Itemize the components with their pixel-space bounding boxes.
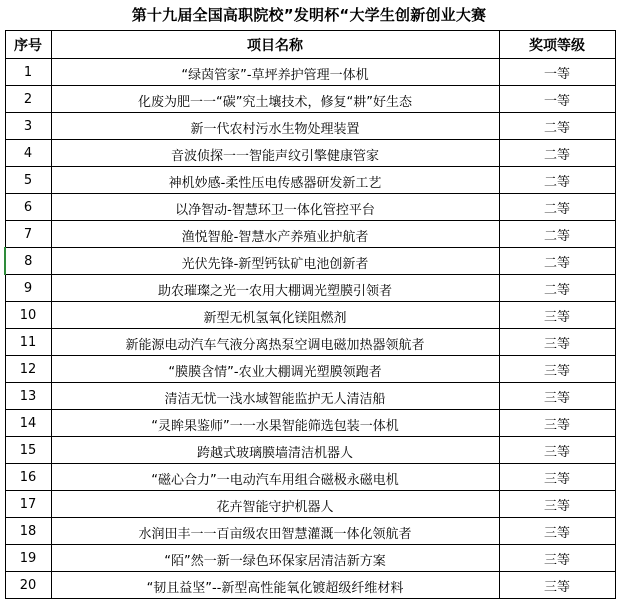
row-award-level: 一等 bbox=[499, 86, 615, 113]
table-row bbox=[5, 383, 615, 410]
table-row bbox=[5, 356, 615, 383]
row-award-level: 二等 bbox=[499, 221, 615, 248]
row-index: 17 bbox=[5, 491, 51, 518]
row-award-level: 三等 bbox=[499, 491, 615, 518]
row-project-name: 渔悦智舱-智慧水产养殖业护航者 bbox=[51, 221, 499, 248]
table-header-row bbox=[5, 31, 615, 59]
row-award-level: 三等 bbox=[499, 383, 615, 410]
row-award-level: 二等 bbox=[499, 113, 615, 140]
row-index: 1 bbox=[5, 59, 51, 86]
row-project-name: 音波侦探一一智能声纹引擎健康管家 bbox=[51, 140, 499, 167]
table-row bbox=[5, 464, 615, 491]
row-project-name: “磁心合力”一电动汽车用组合磁极永磁电机 bbox=[51, 464, 499, 491]
table-row bbox=[5, 113, 615, 140]
row-index: 4 bbox=[5, 140, 51, 167]
row-project-name: 神机妙感-柔性压电传感器研发新工艺 bbox=[51, 167, 499, 194]
row-index: 2 bbox=[5, 86, 51, 113]
row-project-name: 新一代农村污水生物处理装置 bbox=[51, 113, 499, 140]
table-row bbox=[5, 491, 615, 518]
row-award-level: 一等 bbox=[499, 59, 615, 86]
row-project-name: 水润田丰一一百亩级农田智慧灌溉一体化领航者 bbox=[51, 518, 499, 545]
row-project-name: “绿茵管家”-草坪养护管理一体机 bbox=[51, 59, 499, 86]
row-project-name: 花卉智能守护机器人 bbox=[51, 491, 499, 518]
row-index: 10 bbox=[5, 302, 51, 329]
row-index: 12 bbox=[5, 356, 51, 383]
table-row bbox=[5, 572, 615, 599]
row-index: 20 bbox=[5, 572, 51, 599]
header-award-level: 奖项等级 bbox=[499, 31, 615, 59]
row-index: 14 bbox=[5, 410, 51, 437]
row-project-name: “陌”然一新一绿色环保家居清洁新方案 bbox=[51, 545, 499, 572]
table-row bbox=[5, 167, 615, 194]
table-row bbox=[5, 194, 615, 221]
header-project-name: 项目名称 bbox=[51, 31, 499, 59]
table-row bbox=[5, 329, 615, 356]
row-award-level: 三等 bbox=[499, 302, 615, 329]
document-title: 第十九届全国高职院校”发明杯“大学生创新创业大赛 bbox=[131, 6, 487, 24]
table-row bbox=[5, 221, 615, 248]
table-row bbox=[5, 518, 615, 545]
table-row bbox=[5, 248, 615, 275]
row-project-name: 新型无机氢氧化镁阻燃剂 bbox=[51, 302, 499, 329]
row-index: 3 bbox=[5, 113, 51, 140]
row-award-level: 二等 bbox=[499, 167, 615, 194]
table-row bbox=[5, 140, 615, 167]
table-row bbox=[5, 86, 615, 113]
row-index: 8 bbox=[5, 248, 51, 275]
row-award-level: 三等 bbox=[499, 329, 615, 356]
row-index: 15 bbox=[5, 437, 51, 464]
row-award-level: 二等 bbox=[499, 248, 615, 275]
row-project-name: 跨越式玻璃膜墙清洁机器人 bbox=[51, 437, 499, 464]
table-body bbox=[5, 59, 615, 599]
row-award-level: 三等 bbox=[499, 437, 615, 464]
table-row bbox=[5, 275, 615, 302]
table-row bbox=[5, 545, 615, 572]
table-row bbox=[5, 437, 615, 464]
row-index: 18 bbox=[5, 518, 51, 545]
row-award-level: 三等 bbox=[499, 518, 615, 545]
row-award-level: 三等 bbox=[499, 410, 615, 437]
row-project-name: 助农璀璨之光一农用大棚调光塑膜引领者 bbox=[51, 275, 499, 302]
row-index: 16 bbox=[5, 464, 51, 491]
table-row bbox=[5, 302, 615, 329]
row-project-name: “膜膜含情”-农业大棚调光塑膜领跑者 bbox=[51, 356, 499, 383]
row-award-level: 三等 bbox=[499, 464, 615, 491]
header-index: 序号 bbox=[5, 31, 51, 59]
row-award-level: 三等 bbox=[499, 572, 615, 599]
row-index: 19 bbox=[5, 545, 51, 572]
row-index: 11 bbox=[5, 329, 51, 356]
row-index: 7 bbox=[5, 221, 51, 248]
row-award-level: 二等 bbox=[499, 140, 615, 167]
row-index: 6 bbox=[5, 194, 51, 221]
row-award-level: 二等 bbox=[499, 194, 615, 221]
row-award-level: 三等 bbox=[499, 356, 615, 383]
row-award-level: 三等 bbox=[499, 545, 615, 572]
row-project-name: 以净智动-智慧环卫一体化管控平台 bbox=[51, 194, 499, 221]
table-row bbox=[5, 59, 615, 86]
row-project-name: “韧且益坚”--新型高性能氧化镀超级纤维材料 bbox=[51, 572, 499, 599]
row-project-name: 光伏先锋-新型钙钛矿电池创新者 bbox=[51, 248, 499, 275]
award-table bbox=[4, 30, 616, 599]
row-project-name: 化废为肥一一“碳”究土壤技术，修复“耕”好生态 bbox=[51, 86, 499, 113]
row-award-level: 二等 bbox=[499, 275, 615, 302]
row-project-name: 清洁无忧一浅水域智能监护无人清洁船 bbox=[51, 383, 499, 410]
table-row bbox=[5, 410, 615, 437]
row-index: 5 bbox=[5, 167, 51, 194]
row-project-name: 新能源电动汽车气液分离热泵空调电磁加热器领航者 bbox=[51, 329, 499, 356]
row-project-name: “灵眸果鉴师”一一水果智能筛选包装一体机 bbox=[51, 410, 499, 437]
row-index: 13 bbox=[5, 383, 51, 410]
row-index: 9 bbox=[5, 275, 51, 302]
